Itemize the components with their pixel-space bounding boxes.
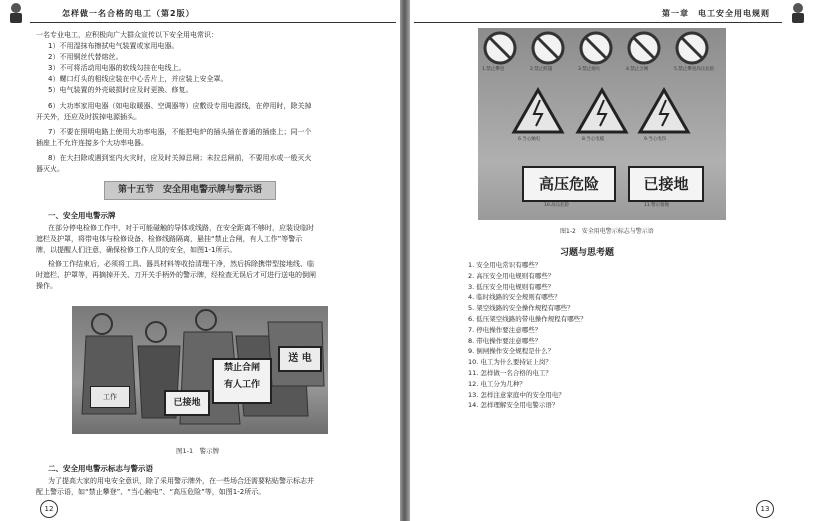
body-line: 配上警示语，如“禁止攀登”、“当心触电”、“高压危险”等，如图1-2所示。 — [36, 488, 266, 496]
book-gutter — [400, 0, 410, 521]
question-item: 5. 架空线路的安全操作规程有哪些？ — [468, 304, 574, 313]
question-item: 2. 高压安全用电规则有哪些？ — [468, 271, 555, 280]
subsection-title: 一、安全用电警示牌 — [48, 211, 116, 220]
body-line: 4）螺口灯头的相线应装在中心舌片上，并应装上安全罩。 — [48, 75, 228, 83]
question-item: 12. 电工分为几种？ — [468, 379, 526, 388]
body-line: 3）不可将活动用电器的软线勾挂在电线上。 — [48, 64, 186, 72]
body-line: 插座上不允许连接多个大功率电器。 — [36, 139, 148, 147]
body-line: 在部分停电检修工作中，对于可能碰触的导体或线路，在安全距离不够时，应装设临时 — [48, 224, 314, 232]
running-head: 第一章 电工安全用电规则 — [662, 9, 770, 18]
warning-label: 9.当心电伤 — [644, 137, 667, 142]
question-item: 11. 怎样做一名合格的电工？ — [468, 368, 552, 377]
body-line: 检修工作结束后，必须将工具、器具材料等收拾清理干净，然后拆除携带型接地线、临 — [48, 260, 314, 268]
figure-caption: 图1-1 警示牌 — [176, 447, 220, 455]
question-item: 4. 临时线路的安全规则有哪些？ — [468, 293, 561, 302]
body-line: 为了提高大家的用电安全意识，除了采用警示牌外，在一些场合还需要粘贴警示标志并 — [48, 477, 314, 485]
header-rule — [414, 22, 782, 23]
running-head: 怎样做一名合格的电工（第2版） — [62, 9, 195, 18]
page-number: 12 — [40, 500, 58, 518]
subsection-title: 二、安全用电警示标志与警示语 — [48, 464, 153, 473]
question-item: 13. 怎样注意家庭中的安全用电？ — [468, 390, 565, 399]
question-item: 8. 带电操作要注意哪些？ — [468, 336, 542, 345]
electrician-mascot-icon — [788, 2, 808, 24]
question-item: 7. 停电操作要注意哪些？ — [468, 325, 542, 334]
body-line: 遮栏及护罩，将带电体与检修设备、检修线路隔离，悬挂“禁止合闸，有人工作”等警示 — [36, 235, 303, 243]
prohibit-label: 1.禁止攀登 — [482, 67, 505, 72]
sign-high-voltage: 高压危险 — [522, 166, 616, 202]
electrician-mascot-icon — [6, 2, 26, 24]
figure-caption: 图1-2 安全用电警示标志与警示语 — [560, 228, 654, 235]
section-banner: 第十五节 安全用电警示牌与警示语 — [104, 181, 276, 200]
body-line: 8）在大扫除或遇到室内火灾时，应及时关掉总闸；未拉总闸前，不要用水或一般灭火 — [48, 154, 312, 162]
warning-label: 8.当心电缆 — [582, 137, 605, 142]
sign-power-on: 送 电 — [278, 346, 322, 372]
body-line: 操作。 — [36, 282, 57, 290]
sign-no-switch-line2: 有人工作 — [223, 380, 260, 390]
body-line: 牌，以提醒人们注意，确保检修工作人员的安全，如图1-1所示。 — [36, 246, 237, 254]
sign-no-switch — [212, 358, 272, 404]
question-item: 1. 安全用电常识有哪些？ — [468, 261, 542, 269]
body-line: 开关外，还应及时拔掉电源插头。 — [36, 113, 141, 121]
prohibit-label: 4.禁止合闸 — [626, 67, 649, 72]
sign-grounded: 已接地 — [164, 390, 210, 416]
body-line: 7）不要在照明电路上使用大功率电器，不能把电炉的插头插在普通的插座上；同一个 — [48, 128, 312, 136]
question-item: 3. 低压安全用电规则有哪些？ — [468, 282, 555, 291]
figure-safety-signs-photo — [478, 28, 726, 220]
warning-label: 6.当心触电 — [518, 137, 541, 142]
figure-warning-signs-photo — [72, 306, 328, 434]
sign-grounded: 已接地 — [628, 166, 704, 202]
questions-list — [468, 260, 587, 411]
body-line: 1）不用湿抹布擦拭电气装置或家用电器。 — [48, 42, 179, 50]
question-item: 10. 电工为什么要持证上岗？ — [468, 358, 552, 367]
body-line: 时遮栏、护罩等，再摘掉开关、刀开关手柄外的警示牌，经检查无误后才可进行送电的倒闸 — [36, 271, 316, 279]
sign-no-switch-line1: 禁止合闸 — [223, 363, 260, 373]
body-line: 5）电气装置的外壳破损时应及时更换、修复。 — [48, 86, 193, 94]
prohibit-label: 3.禁止烟火 — [578, 67, 601, 72]
prohibit-label: 2.禁止跨越 — [530, 67, 553, 72]
questions-title: 习题与思考题 — [560, 248, 615, 258]
question-item: 9. 倒闸操作安全规程是什么？ — [468, 347, 555, 356]
sign-sub-label: 10.高压危险 — [544, 203, 570, 208]
question-item: 6. 低压架空线路的带电操作规程有哪些？ — [468, 314, 587, 323]
left-page — [0, 0, 400, 521]
body-line: 2）不用铜丝代替熔丝。 — [48, 53, 123, 61]
question-item: 14. 怎样理解安全用电警示语？ — [468, 401, 559, 410]
body-line: 器灭火。 — [36, 165, 64, 173]
header-rule — [30, 22, 396, 23]
prohibit-label: 5.禁止攀登高压危险 — [674, 67, 715, 72]
sign-sub-label: 11.警示接地 — [644, 203, 670, 208]
sign-work: 工作 — [90, 386, 130, 408]
body-line: 一名专业电工，应积极向广大群众宣传以下安全用电常识： — [36, 31, 218, 39]
page-number: 13 — [756, 500, 774, 518]
body-line: 6）大功率家用电器（如电取暖器、空调器等）应敷设专用电源线，在停用时，除关掉 — [48, 102, 312, 110]
